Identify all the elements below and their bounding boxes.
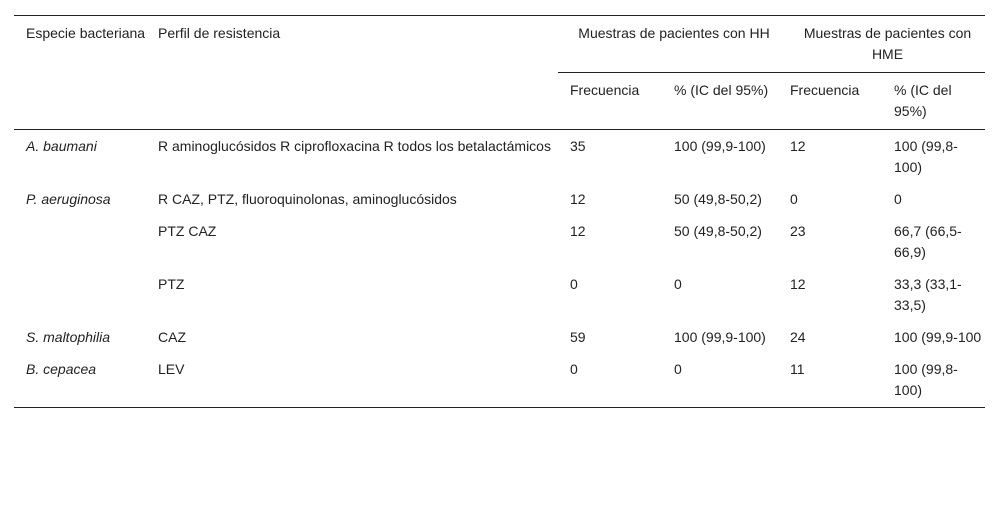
header-hh-percent: % (IC del 95%) bbox=[662, 73, 778, 130]
hh-percent-cell: 50 (49,8-50,2) bbox=[674, 191, 762, 207]
species-cell: B. cepacea bbox=[26, 361, 97, 377]
header-species: Especie bacteriana bbox=[26, 25, 146, 41]
header-profile: Perfil de resistencia bbox=[158, 25, 281, 41]
table-row bbox=[14, 354, 985, 408]
hme-frequency-cell: 0 bbox=[790, 191, 798, 207]
hh-percent-cell: 50 (49,8-50,2) bbox=[674, 223, 762, 239]
hh-frequency-cell: 12 bbox=[570, 223, 586, 239]
hme-percent-cell: 100 (99,8-100) bbox=[894, 138, 958, 175]
hh-frequency-cell: 12 bbox=[570, 191, 586, 207]
species-cell bbox=[14, 269, 146, 322]
table-row bbox=[14, 269, 985, 322]
table-row bbox=[14, 322, 985, 354]
hme-percent-cell: 66,7 (66,5-66,9) bbox=[894, 223, 962, 260]
header-hme-frequency: Frecuencia bbox=[778, 73, 882, 130]
species-cell bbox=[14, 216, 146, 269]
species-cell: P. aeruginosa bbox=[26, 191, 111, 207]
hme-frequency-cell: 12 bbox=[790, 138, 806, 154]
hme-frequency-cell: 23 bbox=[790, 223, 806, 239]
hh-frequency-cell: 0 bbox=[570, 276, 578, 292]
species-cell: S. maltophilia bbox=[26, 329, 111, 345]
header-hh-group: Muestras de pacientes con HH bbox=[578, 25, 770, 41]
hme-percent-cell: 100 (99,9-100 bbox=[894, 329, 982, 345]
hme-frequency-cell: 11 bbox=[790, 361, 805, 377]
hme-percent-cell: 100 (99,8-100) bbox=[894, 361, 958, 398]
hh-frequency-cell: 59 bbox=[570, 329, 586, 345]
header-hme-percent: % (IC del 95%) bbox=[882, 73, 985, 130]
hh-percent-cell: 0 bbox=[674, 361, 682, 377]
resistance-table bbox=[14, 15, 985, 408]
hme-frequency-cell: 24 bbox=[790, 329, 806, 345]
profile-cell: R aminoglucósidos R ciprofloxacina R todos los betalactámicos bbox=[158, 138, 551, 154]
profile-cell: LEV bbox=[158, 361, 185, 377]
profile-cell: PTZ CAZ bbox=[158, 223, 217, 239]
table-row bbox=[14, 130, 985, 185]
species-cell: A. baumani bbox=[26, 138, 97, 154]
profile-cell: R CAZ, PTZ, fluoroquinolonas, aminoglucósidos bbox=[158, 191, 457, 207]
table-body bbox=[14, 130, 985, 408]
header-hh-frequency: Frecuencia bbox=[558, 73, 662, 130]
hh-frequency-cell: 0 bbox=[570, 361, 578, 377]
hme-percent-cell: 0 bbox=[894, 191, 902, 207]
table-header bbox=[14, 16, 985, 130]
hh-percent-cell: 100 (99,9-100) bbox=[674, 329, 766, 345]
table-row bbox=[14, 216, 985, 269]
profile-cell: PTZ bbox=[158, 276, 185, 292]
profile-cell: CAZ bbox=[158, 329, 186, 345]
resistance-table-container bbox=[14, 15, 985, 408]
hh-percent-cell: 0 bbox=[674, 276, 682, 292]
hh-frequency-cell: 35 bbox=[570, 138, 586, 154]
table-row bbox=[14, 184, 985, 216]
hme-percent-cell: 33,3 (33,1-33,5) bbox=[894, 276, 962, 313]
header-hme-group: Muestras de pacientes con HME bbox=[803, 25, 972, 62]
hme-frequency-cell: 12 bbox=[790, 276, 806, 292]
hh-percent-cell: 100 (99,9-100) bbox=[674, 138, 766, 154]
